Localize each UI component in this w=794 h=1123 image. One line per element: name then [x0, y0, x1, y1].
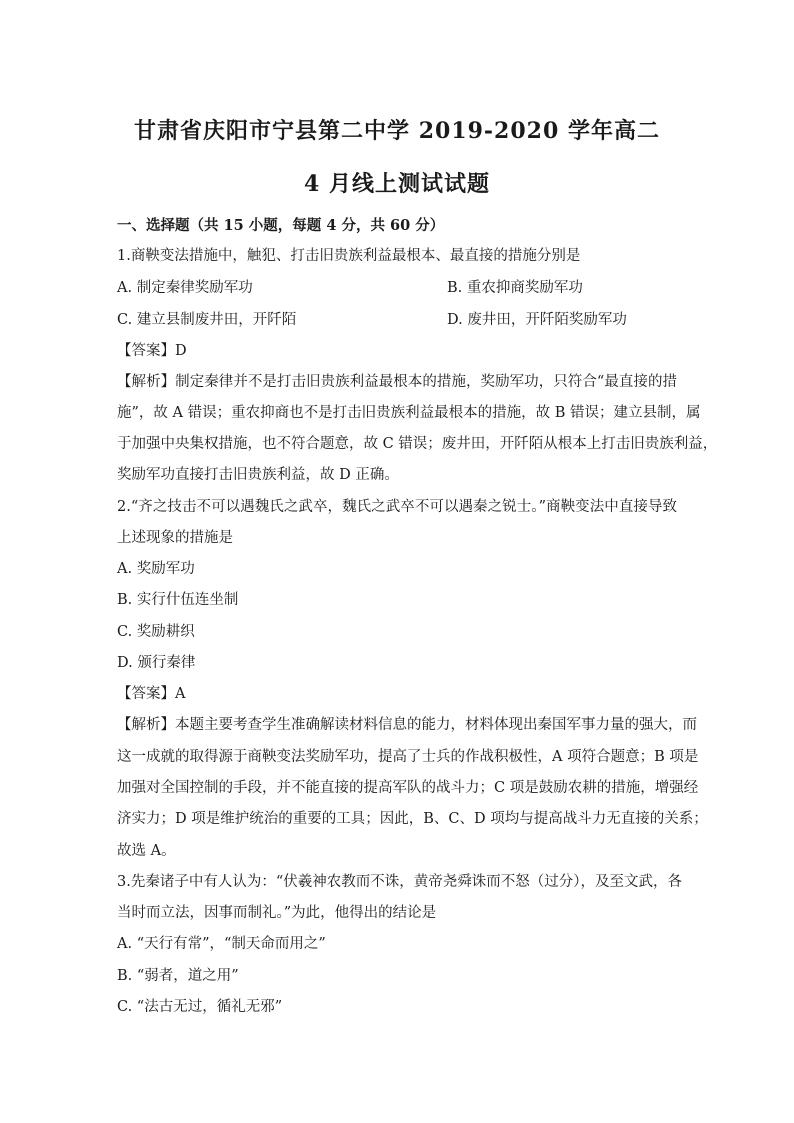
- q1-option-a: A. 制定秦律奖励军功: [117, 280, 253, 296]
- q1-option-b: B. 重农抑商奖励军功: [447, 280, 583, 296]
- q2-analysis-line: 加强对全国控制的手段，并不能直接的提高军队的战斗力；C 项是鼓励农耕的措施，增强经: [117, 780, 699, 796]
- q1-analysis-line: 奖励军功直接打击旧贵族利益，故 D 正确。: [117, 467, 399, 483]
- q2-analysis-line: 【解析】本题主要考查学生准确解读材料信息的能力，材料体现出秦国军事力量的强大，而: [117, 717, 697, 733]
- q1-option-c: C. 建立县制废井田，开阡陌: [117, 312, 297, 328]
- q2-option-c: C. 奖励耕织: [117, 624, 195, 640]
- q3-option-b: B. “弱者，道之用”: [117, 968, 239, 984]
- q1-analysis-line: 施”，故 A 错误；重农抑商也不是打击旧贵族利益最根本的措施，故 B 错误；建立县制，属: [117, 405, 701, 421]
- q2-stem-cont: 上述现象的措施是: [117, 530, 233, 546]
- doc-title-line2: 4 月线上测试试题: [304, 171, 490, 197]
- q1-analysis-line: 【解析】制定秦律并不是打击旧贵族利益最根本的措施，奖励军功，只符合“最直接的措: [117, 374, 677, 390]
- q1-option-d: D. 废井田，开阡陌奖励军功: [447, 312, 627, 328]
- q2-option-d: D. 颁行秦律: [117, 655, 196, 671]
- section-heading: 一、选择题（共 15 小题，每题 4 分，共 60 分）: [117, 217, 445, 234]
- q1-answer: 【答案】D: [117, 343, 187, 359]
- q2-option-a: A. 奖励军功: [117, 561, 195, 577]
- q1-stem: 1.商鞅变法措施中，触犯、打击旧贵族利益最根本、最直接的措施分别是: [117, 248, 581, 264]
- q2-answer: 【答案】A: [117, 686, 186, 702]
- doc-title-line1: 甘肃省庆阳市宁县第二中学 2019-2020 学年高二: [134, 118, 660, 144]
- q3-option-c: C. “法古无过，循礼无邪”: [117, 999, 283, 1015]
- q3-stem-cont: 当时而立法，因事而制礼。”为此，他得出的结论是: [117, 905, 437, 921]
- q2-stem: 2.“齐之技击不可以遇魏氏之武卒，魏氏之武卒不可以遇秦之锐士。”商鞅变法中直接导致: [117, 499, 677, 515]
- q2-option-b: B. 实行什伍连坐制: [117, 592, 239, 608]
- q2-analysis-line: 故选 A。: [117, 843, 176, 859]
- q3-option-a: A. “天行有常”，“制天命而用之”: [117, 936, 326, 952]
- q1-analysis-line: 于加强中央集权措施，也不符合题意，故 C 错误；废井田，开阡陌从根本上打击旧贵族利益，: [117, 436, 718, 452]
- q2-analysis-line: 这一成就的取得源于商鞅变法奖励军功，提高了士兵的作战积极性，A 项符合题意；B 项是: [117, 749, 699, 765]
- q3-stem: 3.先秦诸子中有人认为：“伏羲神农教而不诛，黄帝尧舜诛而不怒（过分），及至文武，各: [117, 874, 682, 890]
- q2-analysis-line: 济实力；D 项是维护统治的重要的工具；因此，B、C、D 项均与提高战斗力无直接的关系；: [117, 811, 708, 827]
